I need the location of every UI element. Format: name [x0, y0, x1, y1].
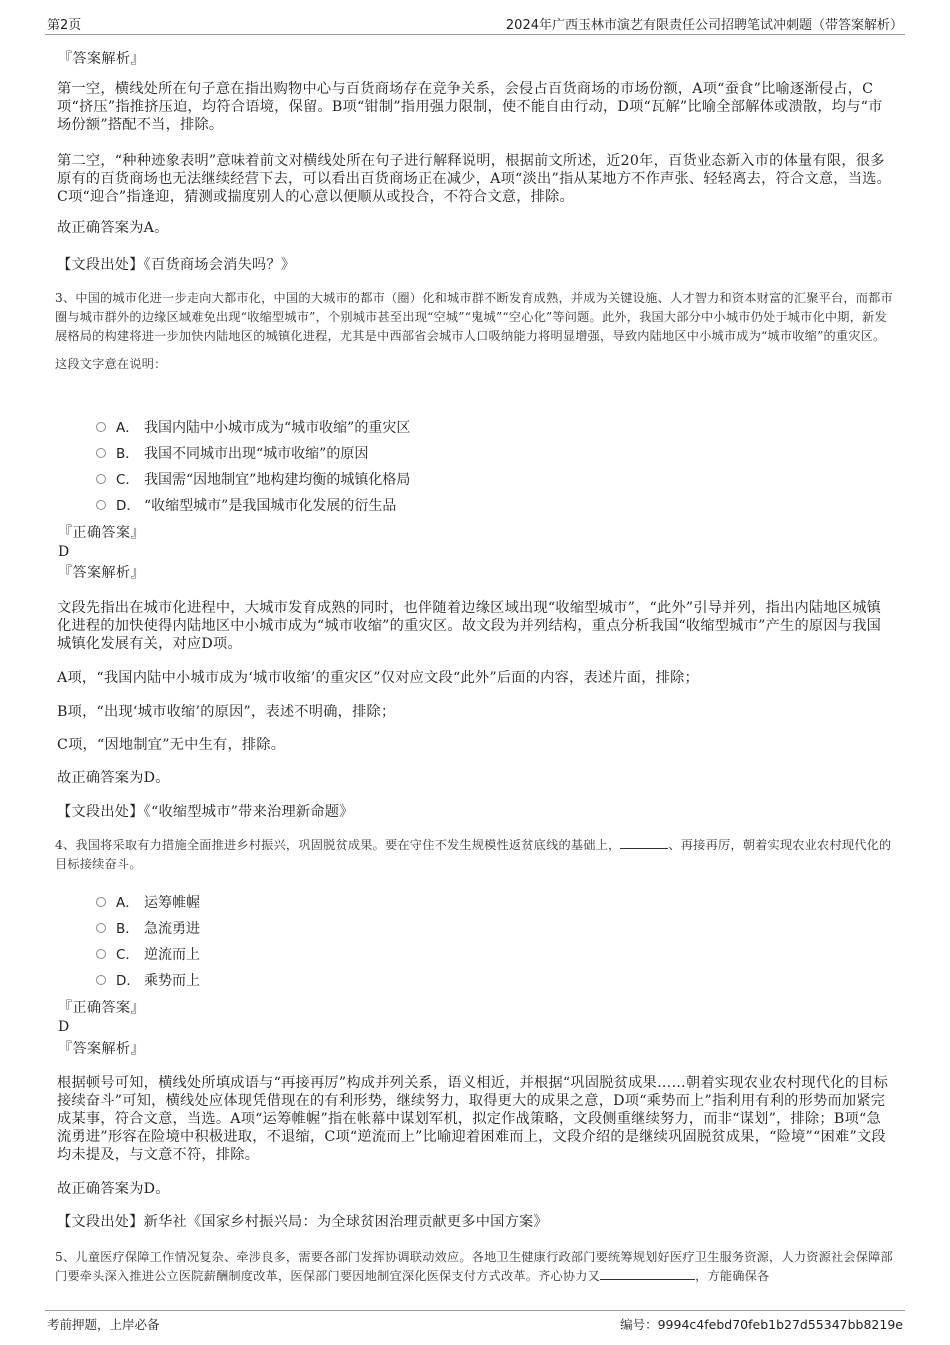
question-5-text: 5、儿童医疗保障工作情况复杂、牵涉良多，需要各部门发挥协调联动效应。各地卫生健康行政部门要统筹规划好医疗卫生服务资源，人力资源社会保障部门要牵头深入推进公立医院薪酬制度改革，医保部门要因地制宜深化医保支付方式改革。齐心协力又 ，方能确保各 [55, 1250, 893, 1283]
radio-icon[interactable] [96, 949, 106, 959]
option-b[interactable]: B． 我国不同城市出现“城市收缩”的原因 [96, 445, 368, 463]
answer-analysis-label: 『答案解析』 [58, 565, 145, 581]
correct-answer-value: D [58, 544, 70, 560]
analysis-paragraph: 根据顿号可知，横线处所填成语与“再接再厉”构成并列关系，语义相近，并根据“巩固脱贫成果……朝着实现农业农村现代化的目标接续奋斗”可知，横线处应体现凭借现在的有利形势，继续努力，取得更大的成果之意，D项“乘势而上”指利用有利的形势而加紧完成某事，符合文意，当选。A项“运筹帷幄”指在帐幕中谋划军机，拟定作战策略，文段侧重继续努力，而非“谋划”，排除；B项“急流勇进”形容在险境中积极进取，不退缩，C项“逆流而上”比喻迎着困难而上，文段介绍的是继续巩固脱贫成果，“险境”“困难”文段均未提及，与文意不符，排除。 [57, 1075, 889, 1163]
page-footer [45, 1310, 905, 1335]
analysis-paragraph: C项，“因地制宜”无中生有，排除。 [57, 737, 286, 753]
document-title: 2024年广西玉林市演艺有限责任公司招聘笔试冲刺题（带答案解析） [505, 18, 903, 33]
page-header [45, 12, 905, 35]
option-a[interactable]: A． 我国内陆中小城市成为“城市收缩”的重灾区 [96, 419, 410, 437]
radio-icon[interactable] [96, 897, 106, 907]
option-c[interactable]: C． 逆流而上 [96, 946, 200, 964]
correct-answer-label: 『正确答案』 [58, 1000, 145, 1016]
document-code: 编号：9994c4febd70feb1b27d55347bb8219e [620, 1317, 903, 1332]
correct-answer-value: D [58, 1019, 70, 1035]
source-citation: 【文段出处】《“收缩型城市”带来治理新命题》 [57, 804, 354, 820]
option-d[interactable]: D． “收缩型城市”是我国城市化发展的衍生品 [96, 497, 396, 515]
correct-answer-statement: 故正确答案为D。 [57, 1181, 170, 1197]
answer-analysis-label: 『答案解析』 [58, 51, 145, 67]
analysis-paragraph: B项，“出现‘城市收缩’的原因”，表述不明确，排除； [57, 704, 396, 720]
option-a[interactable]: A． 运筹帷幄 [96, 894, 200, 912]
radio-icon[interactable] [96, 975, 106, 985]
option-b[interactable]: B． 急流勇进 [96, 920, 200, 938]
analysis-paragraph: 文段先指出在城市化进程中，大城市发育成熟的同时，也伴随着边缘区域出现“收缩型城市”，“此外”引导并列，指出内陆地区城镇化进程的加快使得内陆地区中小城市成为“城市收缩”的重灾区。故文段为并列结构，重点分析我国“收缩型城市”产生的原因与我国城镇化发展有关，对应D项。 [57, 600, 882, 652]
option-c[interactable]: C． 我国需“因地制宜”地构建均衡的城镇化格局 [96, 471, 410, 489]
correct-answer-statement: 故正确答案为A。 [57, 220, 169, 236]
correct-answer-label: 『正确答案』 [58, 525, 145, 541]
radio-icon[interactable] [96, 500, 106, 510]
page-number: 第2页 [47, 18, 82, 33]
option-d[interactable]: D． 乘势而上 [96, 972, 200, 990]
radio-icon[interactable] [96, 474, 106, 484]
radio-icon[interactable] [96, 448, 106, 458]
analysis-paragraph: A项，“我国内陆中小城市成为‘城市收缩’的重灾区”仅对应文段“此外”后面的内容，表述片面，排除； [57, 670, 699, 686]
question-3-text: 3、中国的城市化进一步走向大都市化，中国的大城市的都市（圈）化和城市群不断发育成熟，并成为关键设施、人才智力和资本财富的汇聚平台，而都市圈与城市群外的边缘区域难免出现“收缩型城市”，个别城市甚至出现“空城”“鬼城”“空心化”等问题。此外，我国大部分中小城市仍处于城市化中期，新发展格局的构建将进一步加快内陆地区的城镇化进程，尤其是中西部省会城市人口吸纳能力将明显增强，导致内陆地区中小城市成为“城市收缩”的重灾区。 [55, 291, 893, 343]
radio-icon[interactable] [96, 923, 106, 933]
question-4-text: 4、我国将采取有力措施全面推进乡村振兴，巩固脱贫成果。要在守住不发生规模性返贫底线的基础上， 、再接再厉，朝着实现农业农村现代化的目标接续奋斗。 [55, 838, 892, 871]
question-3-prompt: 这段文字意在说明： [55, 357, 167, 371]
footer-slogan: 考前押题，上岸必备 [47, 1317, 160, 1332]
radio-icon[interactable] [96, 422, 106, 432]
analysis-paragraph: 第二空，“种种迹象表明”意味着前文对横线处所在句子进行解释说明，根据前文所述，近20年，百货业态新入市的体量有限，很多原有的百货商场也无法继续经营下去，可以看出百货商场正在减少，A项“淡出”指从某地方不作声张、轻轻离去，符合文意，当选。C项“迎合”指逢迎，猜测或揣度别人的心意以便顺从或投合，不符合文意，排除。 [57, 153, 892, 205]
source-citation: 【文段出处】《百货商场会消失吗？》 [57, 257, 296, 273]
source-citation: 【文段出处】新华社《国家乡村振兴局：为全球贫困治理贡献更多中国方案》 [57, 1214, 548, 1230]
analysis-paragraph: 第一空，横线处所在句子意在指出购物中心与百货商场存在竞争关系，会侵占百货商场的市场份额，A项“蚕食”比喻逐渐侵占，C项“挤压”指推挤压迫，均符合语境，保留。B项“钳制”指用强力限制，使不能自由行动，D项“瓦解”比喻全部解体或溃散，均与“市场份额”搭配不当，排除。 [57, 81, 883, 133]
answer-blank [620, 836, 668, 849]
correct-answer-statement: 故正确答案为D。 [57, 770, 170, 786]
answer-analysis-label: 『答案解析』 [58, 1041, 145, 1057]
answer-blank [600, 1267, 695, 1280]
